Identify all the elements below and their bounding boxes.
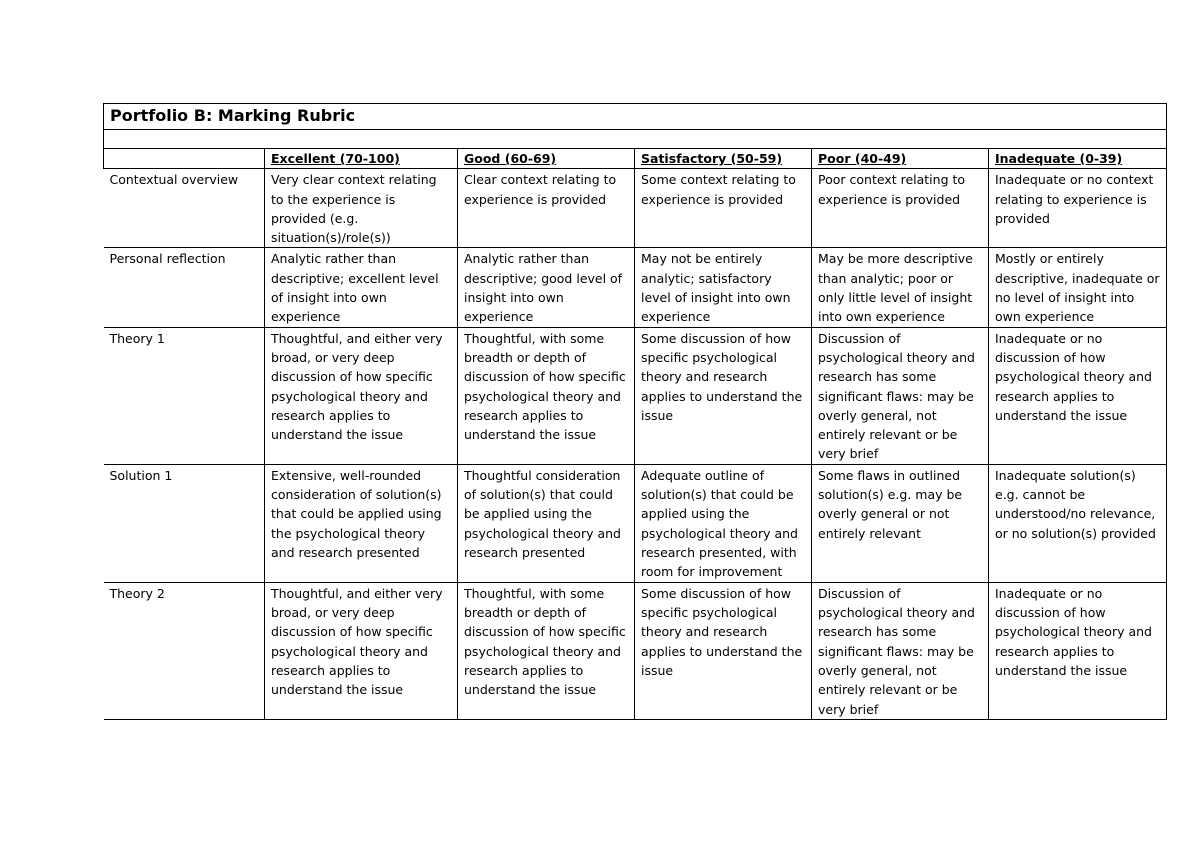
descriptor-cell: Inadequate or no discussion of how psychological theory and research applies to understand the issue — [989, 327, 1167, 464]
descriptor-cell: Poor context relating to experience is provided — [812, 169, 989, 248]
rubric-row — [104, 464, 1167, 582]
grade-band-label: Inadequate (0-39) — [995, 151, 1123, 166]
spacer-row — [104, 130, 1167, 149]
descriptor-cell: Discussion of psychological theory and research has some significant flaws: may be overly general, not entirely relevant or be very brief — [812, 582, 989, 719]
empty-cell — [104, 130, 1167, 149]
descriptor-cell: Analytic rather than descriptive; excellent level of insight into own experience — [265, 248, 458, 327]
descriptor-cell: May be more descriptive than analytic; poor or only little level of insight into own experience — [812, 248, 989, 327]
descriptor-cell: Some flaws in outlined solution(s) e.g. may be overly general or not entirely relevant — [812, 464, 989, 582]
marking-rubric-table — [103, 103, 1167, 720]
grade-band-header — [635, 149, 812, 169]
rubric-row — [104, 582, 1167, 719]
descriptor-cell: Thoughtful, with some breadth or depth of discussion of how specific psychological theory and research applies to understand the issue — [458, 327, 635, 464]
descriptor-cell: Inadequate or no context relating to experience is provided — [989, 169, 1167, 248]
descriptor-cell: Some context relating to experience is provided — [635, 169, 812, 248]
grade-band-label: Good (60-69) — [464, 151, 557, 166]
descriptor-cell: Thoughtful, and either very broad, or very deep discussion of how specific psychological theory and research applies to understand the issue — [265, 582, 458, 719]
grade-band-header — [989, 149, 1167, 169]
descriptor-cell: Discussion of psychological theory and research has some significant flaws: may be overly general, not entirely relevant or be very brief — [812, 327, 989, 464]
criterion-label: Contextual overview — [104, 169, 265, 248]
criterion-label: Theory 1 — [104, 327, 265, 464]
grade-band-header — [265, 149, 458, 169]
grade-band-label: Poor (40-49) — [818, 151, 907, 166]
descriptor-cell: Thoughtful, with some breadth or depth of discussion of how specific psychological theory and research applies to understand the issue — [458, 582, 635, 719]
rubric-row — [104, 327, 1167, 464]
descriptor-cell: May not be entirely analytic; satisfactory level of insight into own experience — [635, 248, 812, 327]
rubric-row — [104, 248, 1167, 327]
descriptor-cell: Inadequate or no discussion of how psychological theory and research applies to understand the issue — [989, 582, 1167, 719]
criteria-header-cell — [104, 149, 265, 169]
descriptor-cell: Mostly or entirely descriptive, inadequate or no level of insight into own experience — [989, 248, 1167, 327]
rubric-row — [104, 169, 1167, 248]
descriptor-cell: Clear context relating to experience is provided — [458, 169, 635, 248]
grade-band-label: Satisfactory (50-59) — [641, 151, 783, 166]
descriptor-cell: Thoughtful, and either very broad, or very deep discussion of how specific psychological theory and research applies to understand the issue — [265, 327, 458, 464]
criterion-label: Personal reflection — [104, 248, 265, 327]
descriptor-cell: Extensive, well-rounded consideration of solution(s) that could be applied using the psychological theory and research presented — [265, 464, 458, 582]
descriptor-cell: Some discussion of how specific psychological theory and research applies to understand the issue — [635, 327, 812, 464]
descriptor-cell: Analytic rather than descriptive; good level of insight into own experience — [458, 248, 635, 327]
grade-band-header — [458, 149, 635, 169]
grade-band-label: Excellent (70-100) — [271, 151, 400, 166]
title-row — [104, 104, 1167, 130]
grade-band-header-row — [104, 149, 1167, 169]
grade-band-header — [812, 149, 989, 169]
criterion-label: Theory 2 — [104, 582, 265, 719]
document-title: Portfolio B: Marking Rubric — [104, 104, 1167, 130]
descriptor-cell: Inadequate solution(s) e.g. cannot be understood/no relevance, or no solution(s) provided — [989, 464, 1167, 582]
criterion-label: Solution 1 — [104, 464, 265, 582]
descriptor-cell: Very clear context relating to the experience is provided (e.g. situation(s)/role(s)) — [265, 169, 458, 248]
descriptor-cell: Thoughtful consideration of solution(s) that could be applied using the psychological theory and research presented — [458, 464, 635, 582]
descriptor-cell: Adequate outline of solution(s) that could be applied using the psychological theory and research presented, with room for improvement — [635, 464, 812, 582]
descriptor-cell: Some discussion of how specific psychological theory and research applies to understand the issue — [635, 582, 812, 719]
